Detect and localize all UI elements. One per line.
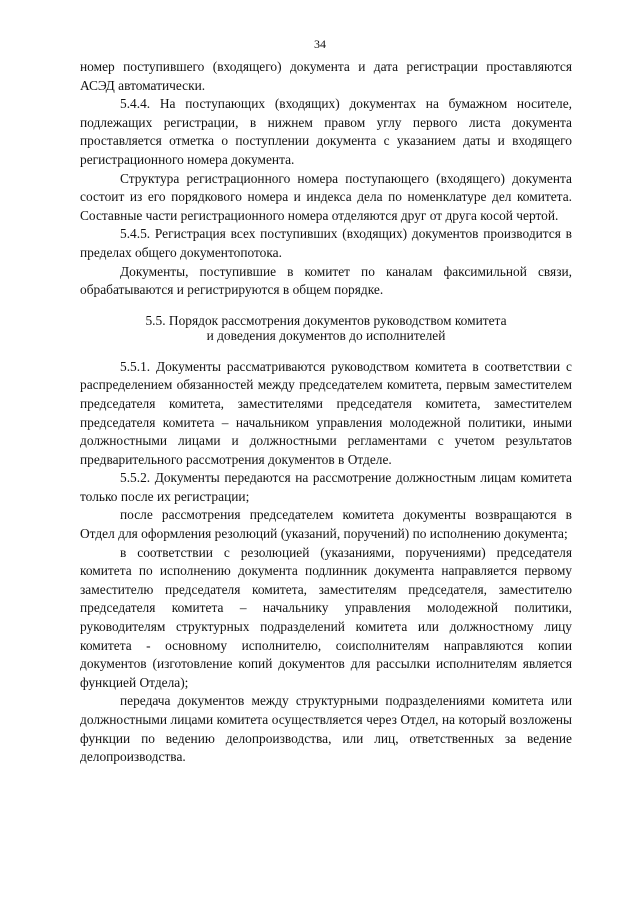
section-heading-5-5: [80, 313, 572, 343]
paragraph-5-5-2: 5.5.2. Документы передаются на рассмотрение должностным лицам комитета только после их регистрации;: [80, 470, 572, 504]
paragraph-fax-documents: Документы, поступившие в комитет по каналам факсимильной связи, обрабатываются и регистрируются в общем порядке.: [80, 263, 572, 298]
paragraph-continuation: номер поступившего (входящего) документа и дата регистрации проставляются АСЭД автоматически.: [80, 59, 572, 93]
section-heading-line-1: 5.5. Порядок рассмотрения документов руководством комитета: [145, 312, 507, 328]
paragraph-5-4-4: 5.4.4. На поступающих (входящих) документах на бумажном носителе, подлежащих регистрации, в нижнем правом углу первого листа документа проставляется отметка о поступлении документа с указанием даты и входящего регистрационного номера документа.: [80, 96, 572, 167]
page-number: 34: [314, 37, 326, 51]
paragraph-per-resolution: в соответствии с резолюцией (указаниями, поручениями) председателя комитета по исполнению документа подлинник документа направляется первому заместителю председателя комитета, заместителям председателя, заместителю председателя комитета – начальнику управления молодежной политики, руководителям структурных подразделений комитета или должностному лицу комитета - основному исполнителю, соисполнителям направляются копии документов (изготовление копий документов для рассылки исполнителям является функцией Отдела);: [80, 544, 572, 690]
paragraph-5-4-5: 5.4.5. Регистрация всех поступивших (входящих) документов производится в пределах общего документопотока.: [80, 226, 572, 260]
paragraph-registration-structure: Структура регистрационного номера поступающего (входящего) документа состоит из его порядкового номера и индекса дела по номенклатуре дел комитета. Составные части регистрационного номера отделяются друг от друга косой чертой.: [80, 170, 572, 223]
paragraph-5-5-1: 5.5.1. Документы рассматриваются руководством комитета в соответствии с распределением обязанностей между председателем комитета, первым заместителем председателя комитета, заместителями председателя комитета, заместителем председателя комитета – начальником управления молодежной политики, иными должностными лицами и должностными регламентами с учетом результатов предварительного рассмотрения документов в Отделе.: [80, 358, 572, 467]
section-heading-line-2: и доведения документов до исполнителей: [206, 327, 446, 343]
paragraph-transfer: передача документов между структурными подразделениями комитета или должностными лицами комитета осуществляется через Отдел, на который возложены функции по ведению делопроизводства, или лиц, ответственных за ведение делопроизводства.: [80, 693, 572, 765]
paragraph-after-review: после рассмотрения председателем комитета документы возвращаются в Отдел для оформления резолюций (указаний, поручений) по исполнению документа;: [80, 507, 572, 542]
document-body: [80, 58, 572, 767]
